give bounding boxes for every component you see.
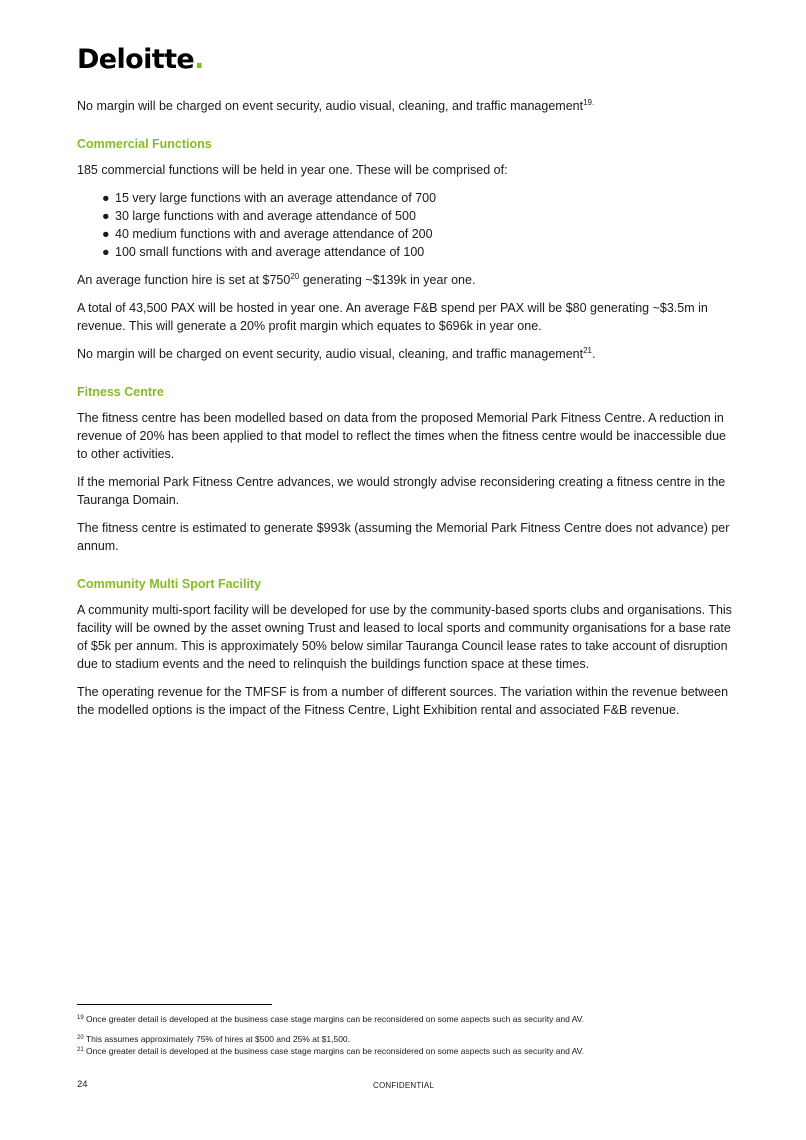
page-number: 24	[77, 1079, 88, 1090]
footnote-ref-20[interactable]: 20	[290, 272, 300, 281]
fitness-paragraph-2: If the memorial Park Fitness Centre advances, we would strongly advise reconsidering creating a fitness centre in the Tauranga Domain.	[77, 475, 726, 507]
footnote-20: $^{20}$ This assumes approximately 75% of hires at $500 and 25% at $1,500.	[77, 1034, 351, 1044]
fitness-paragraph-3: The fitness centre is estimated to generate $993k (assuming the Memorial Park Fitness Centre does not advance) per annum.	[77, 521, 730, 553]
main-content	[77, 97, 737, 729]
footnotes	[77, 1013, 757, 1057]
list-item: ● 30 large functions with and average attendance of 500	[102, 209, 416, 223]
footnote-ref-21[interactable]: 21	[583, 346, 592, 355]
bullet-icon: ●	[102, 209, 110, 223]
list-item: ● 15 very large functions with an average attendance of 700	[102, 191, 437, 205]
community-paragraph-2: The operating revenue for the TMFSF is from a number of different sources. The variation within the revenue between the modelled options is the impact of the Fitness Centre, Light Exhibition rental and associated F&B revenue.	[77, 685, 729, 717]
footnote-ref-19[interactable]: 19.	[583, 98, 595, 107]
footnote-divider	[77, 1004, 272, 1005]
footnote-21: $^{21}$ Once greater detail is developed at the business case stage margins can be reconsidered on some aspects such as security and AV.	[77, 1046, 585, 1056]
community-paragraph-1: A community multi-sport facility will be developed for use by the community-based sports clubs and organisations. This facility will be owned by the asset owning Trust and leased to local sports and community organisations for a base rate of $5k per annum. This is approximately 50% below similar Tauranga Council lease rates to take account of disruption due to stadium events and the need to relinquish the buildings function space at these times.	[77, 603, 732, 671]
function-hire-paragraph: An average function hire is set at $\$750^{20}$ generating ~$139k in year one.	[77, 272, 476, 287]
deloitte-logo	[77, 44, 204, 75]
bullet-icon: ●	[102, 227, 110, 241]
footnote-19: $^{19}$ Once greater detail is developed at the business case stage margins can be reconsidered on some aspects such as security and AV.	[77, 1014, 585, 1024]
list-item: ● 40 medium functions with and average attendance of 200	[102, 227, 433, 241]
pax-paragraph: A total of 43,500 PAX will be hosted in year one. An average F&B spend per PAX will be $80 generating ~$3.5m in revenue. This will generate a 20% profit margin which equates to $696k in year one.	[77, 301, 708, 333]
logo-text: Deloitte	[77, 44, 195, 75]
intro-paragraph: No margin will be charged on event security, audio visual, cleaning, and traffic management$^{19.}$	[77, 98, 595, 113]
fitness-paragraph-1: The fitness centre has been modelled based on data from the proposed Memorial Park Fitness Centre. A reduction in revenue of 20% has been applied to that model to reflect the times when the fitness centre would be inaccessible due to other activities.	[77, 411, 727, 461]
bullet-icon: ●	[102, 245, 110, 259]
heading-fitness-centre: Fitness Centre	[77, 385, 164, 399]
margin-paragraph: No margin will be charged on event security, audio visual, cleaning, and traffic management$^{21}$.	[77, 346, 596, 361]
heading-community-multi-sport: Community Multi Sport Facility	[77, 577, 262, 591]
bullet-icon: ●	[102, 191, 110, 205]
logo-dot: .	[194, 44, 204, 75]
commercial-intro: 185 commercial functions will be held in year one. These will be comprised of:	[77, 163, 508, 177]
heading-commercial-functions: Commercial Functions	[77, 137, 212, 151]
confidential-label: CONFIDENTIAL	[373, 1081, 435, 1090]
list-item: ● 100 small functions with and average attendance of 100	[102, 245, 425, 259]
functions-list	[77, 189, 737, 261]
